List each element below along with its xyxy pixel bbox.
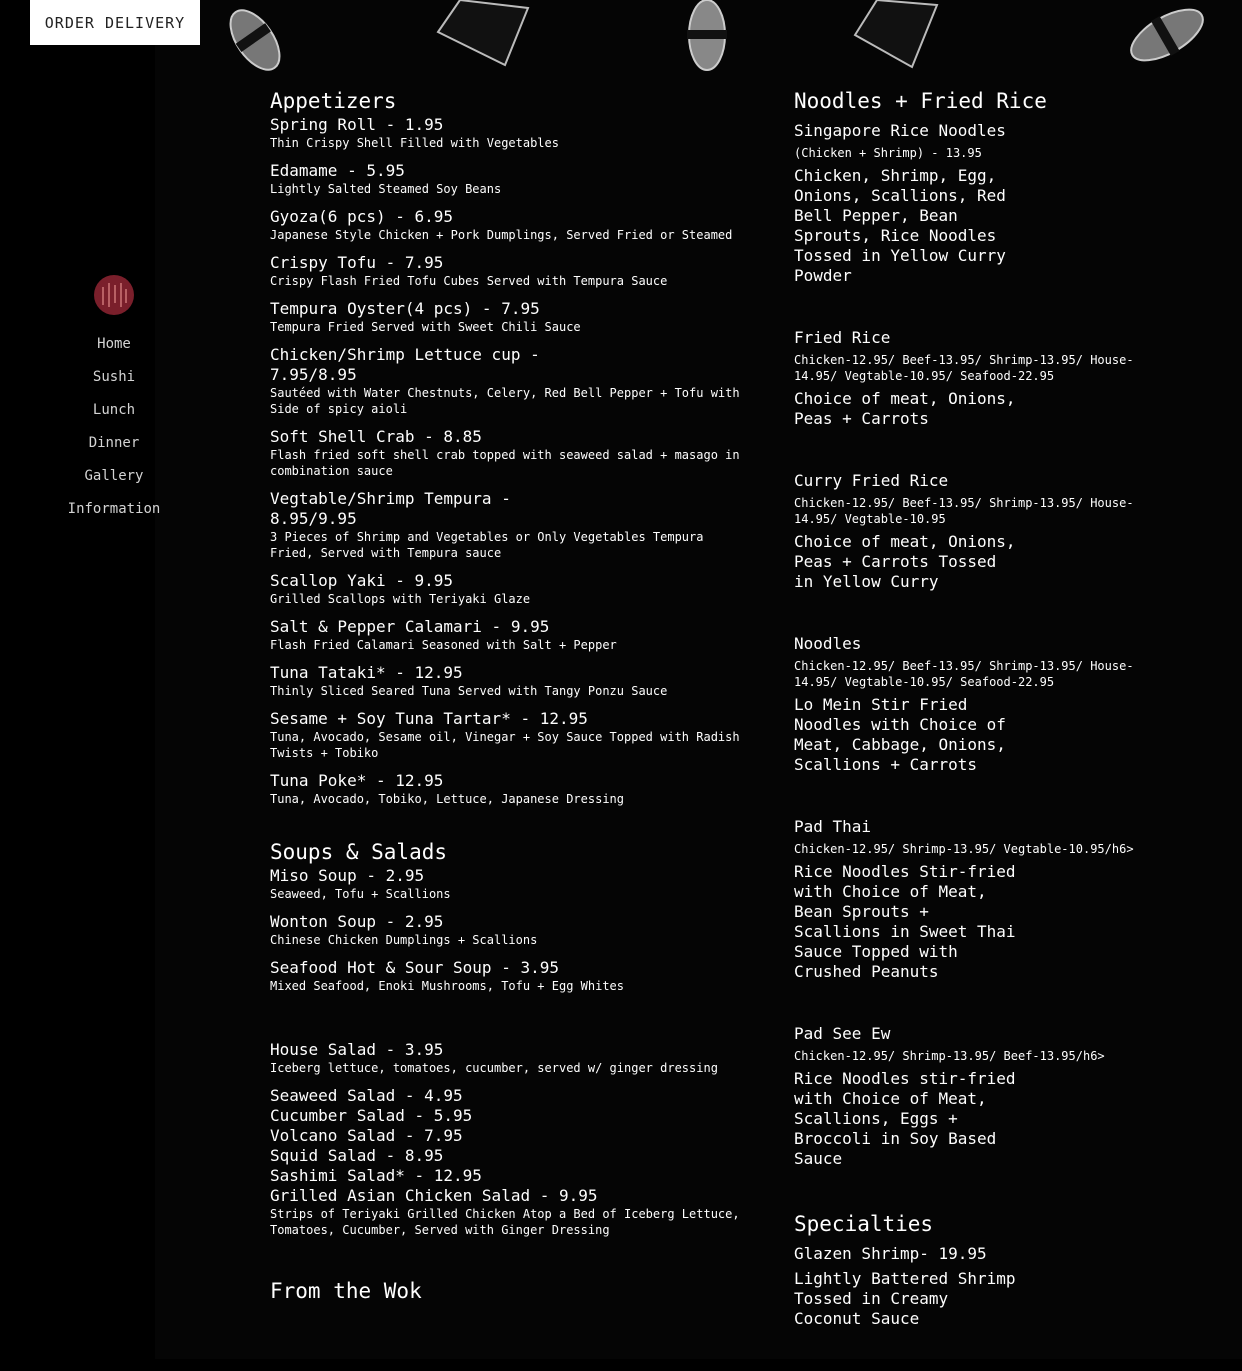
menu-item [794,471,1134,592]
item-description: Grilled Scallops with Teriyaki Glaze [270,592,531,606]
menu-item [270,571,740,607]
item-description: Chinese Chicken Dumplings + Scallions [270,933,538,947]
sushi-roll-icon [852,0,942,70]
nav-gallery[interactable]: Gallery [84,468,144,484]
right-menu-column [794,88,1134,1371]
menu-item [794,121,1134,286]
item-price: Chicken-12.95/ Shrimp-13.95/ Vegtable-10.95/h6> [794,842,1134,856]
menu-item [270,912,740,948]
item-title: Gyoza(6 pcs) - 6.95 [270,207,454,226]
item-title: Edamame - 5.95 [270,161,405,180]
item-title: Scallop Yaki - 9.95 [270,571,454,590]
item-title: Seaweed Salad - 4.95 Cucumber Salad - 5.95 Volcano Salad - 7.95 Squid Salad - 8.95 Sashimi Salad* - 12.95 Grilled Asian Chicken Salad - 9.95 [270,1086,598,1205]
left-menu-column [270,88,740,1305]
nav-dinner[interactable]: Dinner [88,435,140,451]
item-name: Curry Fried Rice [794,471,949,490]
item-description: Tempura Fried Served with Sweet Chili Sauce [270,320,581,334]
nav-lunch[interactable]: Lunch [92,402,136,418]
menu-item [270,771,740,807]
item-name: Pad Thai [794,817,872,836]
item-name: Glazen Shrimp- 19.95 [794,1244,987,1263]
item-description: Iceberg lettuce, tomatoes, cucumber, served w/ ginger dressing [270,1061,718,1075]
item-description: Tuna, Avocado, Sesame oil, Vinegar + Soy Sauce Topped with Radish Twists + Tobiko [270,730,740,760]
noodles-fried-rice-heading: Noodles + Fried Rice [794,89,1047,113]
item-description: Choice of meat, Onions, Peas + Carrots Tossed in Yellow Curry [794,532,1016,591]
item-description: Tuna, Avocado, Tobiko, Lettuce, Japanese Dressing [270,792,625,806]
menu-item [270,617,740,653]
menu-item [794,328,1134,429]
item-name: Fried Rice [794,328,891,347]
nav-home[interactable]: Home [97,336,131,352]
menu-item [270,958,740,994]
soups-list [270,866,740,994]
item-title: Soft Shell Crab - 8.85 [270,427,482,446]
appetizers-list [270,115,740,807]
item-price: Chicken-12.95/ Shrimp-13.95/ Beef-13.95/h6> [794,1049,1105,1063]
item-name: Pad See Ew [794,1024,891,1043]
restaurant-logo[interactable] [93,273,135,317]
menu-item [270,1040,740,1076]
menu-item [794,634,1134,775]
item-name: Noodles [794,634,862,653]
item-description: Seaweed, Tofu + Scallions [270,887,451,901]
item-title: Sesame + Soy Tuna Tartar* - 12.95 [270,709,588,728]
item-description: Thin Crispy Shell Filled with Vegetables [270,136,559,150]
item-description: Lightly Battered Shrimp Tossed in Creamy Coconut Sauce [794,1269,1016,1328]
item-description: Rice Noodles Stir-fried with Choice of Meat, Bean Sprouts + Scallions in Sweet Thai Sauce Topped with Crushed Peanuts [794,862,1016,981]
sidebar [0,0,155,1359]
menu-item [270,253,740,289]
item-price: (Chicken + Shrimp) - 13.95 [794,146,982,160]
item-title: Tempura Oyster(4 pcs) - 7.95 [270,299,540,318]
item-description: Sautéed with Water Chestnuts, Celery, Red Bell Pepper + Tofu with Side of spicy aioli [270,386,740,416]
menu-item [270,207,740,243]
menu-item [270,345,740,417]
item-description: Choice of meat, Onions, Peas + Carrots [794,389,1016,428]
appetizers-heading: Appetizers [270,89,397,113]
menu-item [270,427,740,479]
item-description: Strips of Teriyaki Grilled Chicken Atop a Bed of Iceberg Lettuce, Tomatoes, Cucumber, Served with Ginger Dressing [270,1207,740,1237]
sushi-nigiri-icon [682,0,732,75]
menu-item [270,115,740,151]
menu-item [794,1024,1134,1169]
salads-list [270,1040,740,1238]
item-description: Flash fried soft shell crab topped with seaweed salad + masago in combination sauce [270,448,740,478]
item-description: Lightly Salted Steamed Soy Beans [270,182,502,196]
specialties-heading: Specialties [794,1212,934,1236]
from-the-wok-heading: From the Wok [270,1279,422,1303]
item-title: Vegtable/Shrimp Tempura - 8.95/9.95 [270,489,511,528]
item-description: Japanese Style Chicken + Pork Dumplings, Served Fried or Steamed [270,228,733,242]
soups-salads-heading: Soups & Salads [270,840,448,864]
item-title: Tuna Tataki* - 12.95 [270,663,463,682]
menu-item [270,299,740,335]
item-title: Miso Soup - 2.95 [270,866,425,885]
menu-item [270,161,740,197]
sushi-nigiri-icon [220,0,290,75]
item-description: 3 Pieces of Shrimp and Vegetables or Only Vegetables Tempura Fried, Served with Tempura sauce [270,530,704,560]
item-title: Seafood Hot & Sour Soup - 3.95 [270,958,559,977]
menu-item [270,489,740,561]
item-description: Chicken, Shrimp, Egg, Onions, Scallions, Red Bell Pepper, Bean Sprouts, Rice Noodles Tossed in Yellow Curry Powder [794,166,1006,285]
menu-item [270,1086,740,1238]
item-description: Rice Noodles stir-fried with Choice of Meat, Scallions, Eggs + Broccoli in Soy Based Sauce [794,1069,1016,1168]
menu-item [270,866,740,902]
item-description: Lo Mein Stir Fried Noodles with Choice of Meat, Cabbage, Onions, Scallions + Carrots [794,695,1006,774]
item-description: Thinly Sliced Seared Tuna Served with Tangy Ponzu Sauce [270,684,668,698]
item-price: Chicken-12.95/ Beef-13.95/ Shrimp-13.95/ House-14.95/ Vegtable-10.95 [794,496,1134,526]
item-description: Mixed Seafood, Enoki Mushrooms, Tofu + Egg Whites [270,979,625,993]
item-title: Chicken/Shrimp Lettuce cup - 7.95/8.95 [270,345,540,384]
item-description: Flash Fried Calamari Seasoned with Salt + Pepper [270,638,617,652]
item-title: Crispy Tofu - 7.95 [270,253,444,272]
noodles-list [794,121,1134,1169]
item-title: Tuna Poke* - 12.95 [270,771,444,790]
item-price: Chicken-12.95/ Beef-13.95/ Shrimp-13.95/ House-14.95/ Vegtable-10.95/ Seafood-22.95 [794,353,1134,383]
item-description: Crispy Flash Fried Tofu Cubes Served with Tempura Sauce [270,274,668,288]
item-title: Salt & Pepper Calamari - 9.95 [270,617,550,636]
sushi-roll-icon [430,0,535,70]
item-title: Spring Roll - 1.95 [270,115,444,134]
nav-sushi[interactable]: Sushi [92,369,136,385]
menu-item [270,663,740,699]
nav-information[interactable]: Information [67,501,161,517]
item-title: House Salad - 3.95 [270,1040,444,1059]
order-delivery-button[interactable]: ORDER DELIVERY [30,0,200,45]
item-price: Chicken-12.95/ Beef-13.95/ Shrimp-13.95/ House-14.95/ Vegtable-10.95/ Seafood-22.95 [794,659,1134,689]
item-title: Wonton Soup - 2.95 [270,912,444,931]
menu-item [794,817,1134,982]
sushi-nigiri-icon [1120,0,1215,70]
menu-item [794,1244,1134,1329]
main-nav [0,333,228,531]
menu-item [270,709,740,761]
item-name: Singapore Rice Noodles [794,121,1006,140]
